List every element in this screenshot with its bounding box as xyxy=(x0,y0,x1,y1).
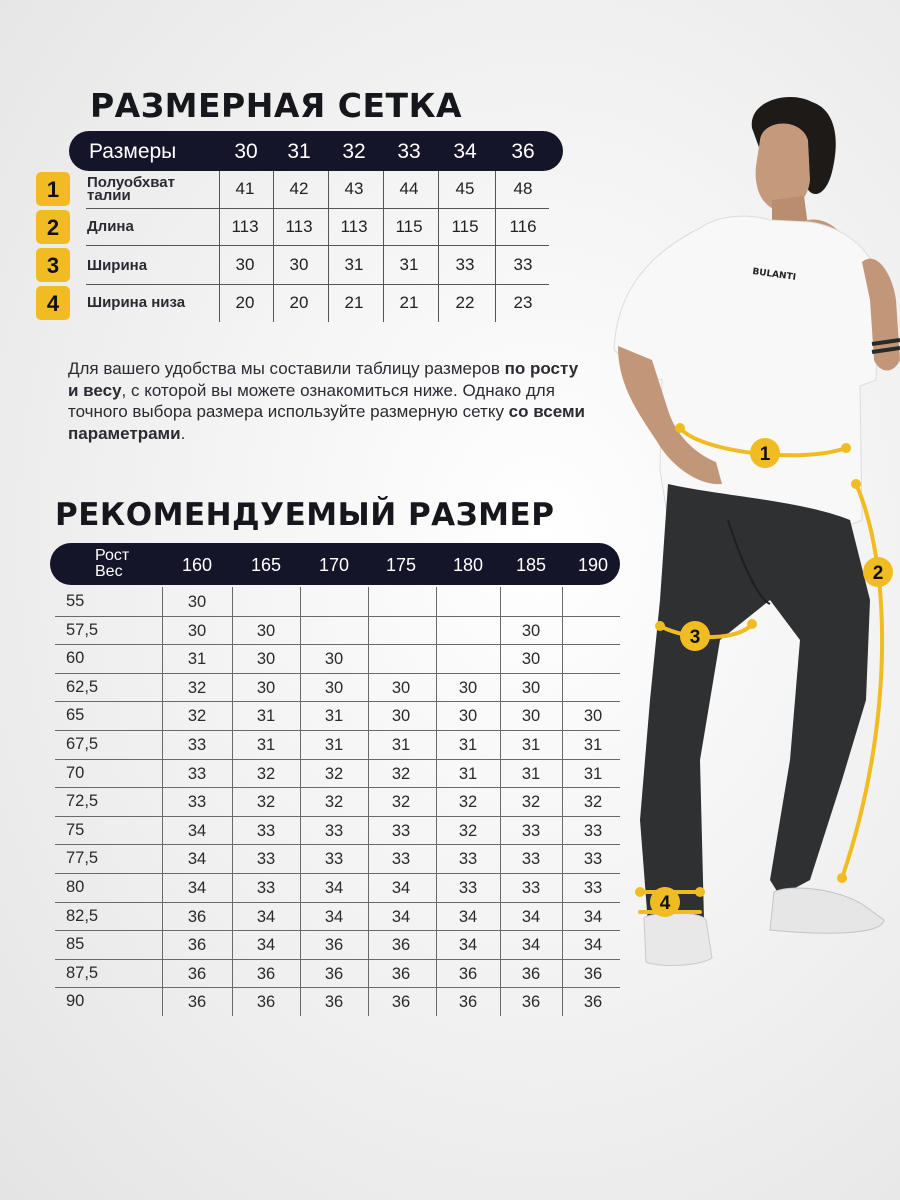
marker-badge-4: 4 xyxy=(36,286,70,320)
marker-badge-1: 1 xyxy=(36,172,70,206)
size-cell: 34 xyxy=(187,879,207,897)
size-cell xyxy=(371,644,431,672)
size-cell: 30 xyxy=(521,650,541,669)
grid-value: 41 xyxy=(235,179,255,198)
size-cell: 30 xyxy=(583,707,603,726)
size-cell: 34 xyxy=(521,936,541,955)
recommended-size-title: РЕКОМЕНДУЕМЫЙ РАЗМЕР xyxy=(55,497,555,533)
size-grid-title: РАЗМЕРНАЯ СЕТКА xyxy=(90,86,463,125)
advice-bold: по росту и весу xyxy=(68,359,579,400)
grid-value: 23 xyxy=(513,293,533,312)
size-cell: 30 xyxy=(187,593,207,611)
size-cell: 36 xyxy=(187,993,207,1012)
size-cell: 36 xyxy=(458,993,478,1012)
size-grid-row xyxy=(36,284,556,322)
grid-value: 22 xyxy=(455,293,475,312)
row-divider xyxy=(55,644,620,645)
size-cell: 36 xyxy=(521,964,541,983)
size-cell: 36 xyxy=(391,993,411,1012)
grid-value: 113 xyxy=(340,217,368,236)
size-grid-header xyxy=(69,131,563,171)
size-cell: 36 xyxy=(324,936,344,955)
size-cell: 33 xyxy=(583,821,603,840)
marker-1-label: 1 xyxy=(759,444,771,465)
row-divider xyxy=(55,873,620,874)
column-divider xyxy=(368,587,369,1016)
column-divider xyxy=(500,587,501,1016)
size-cell xyxy=(501,587,561,615)
size-cell: 36 xyxy=(583,964,603,983)
size-cell: 33 xyxy=(521,821,541,840)
size-grid-row xyxy=(36,208,556,246)
weight-cell: 57,5 xyxy=(66,620,99,639)
size-cell: 31 xyxy=(391,736,411,754)
size-cell: 36 xyxy=(256,993,276,1012)
size-cell: 32 xyxy=(256,793,276,812)
advice-part: , с которой вы можете ознакомиться ниже. Однако для точного выбора размера используйте размерную сетку xyxy=(68,380,555,421)
size-cell: 34 xyxy=(391,879,411,897)
column-divider xyxy=(162,587,163,1016)
size-cell: 31 xyxy=(458,764,478,783)
size-grid-row xyxy=(36,170,556,208)
row-divider xyxy=(55,844,620,845)
height-header-cell: 170 xyxy=(318,555,350,575)
size-cell: 31 xyxy=(583,736,603,754)
model-left-shoe xyxy=(644,913,712,965)
size-header-cell: 30 xyxy=(234,140,258,163)
grid-value: 45 xyxy=(455,179,475,198)
marker-4-label: 4 xyxy=(659,893,671,914)
size-cell: 31 xyxy=(521,736,541,754)
grid-value: 20 xyxy=(235,293,255,312)
size-cell: 34 xyxy=(458,907,478,926)
row-divider xyxy=(55,987,620,988)
size-cell: 32 xyxy=(391,793,411,812)
size-cell: 34 xyxy=(324,907,344,926)
height-header-cell: 185 xyxy=(515,555,547,575)
row-divider xyxy=(55,930,620,931)
size-cell: 32 xyxy=(256,764,276,783)
size-cell: 33 xyxy=(256,850,276,869)
row-divider xyxy=(55,673,620,674)
column-divider xyxy=(562,587,563,1016)
size-header-cell: 31 xyxy=(287,140,311,163)
weight-label: Вес xyxy=(95,563,123,580)
size-cell: 34 xyxy=(583,936,603,955)
grid-value: 113 xyxy=(285,217,313,236)
size-cell: 33 xyxy=(324,850,344,869)
height-label: Рост xyxy=(95,547,130,564)
size-header-cell: 33 xyxy=(397,140,421,163)
size-cell: 30 xyxy=(521,707,541,726)
size-cell: 32 xyxy=(458,821,478,840)
size-cell: 34 xyxy=(187,850,207,869)
row-label: Ширина низа xyxy=(87,293,186,311)
height-header-cell: 160 xyxy=(181,555,213,575)
size-cell: 32 xyxy=(391,764,411,783)
row-label: Ширина xyxy=(87,256,148,274)
size-cell: 32 xyxy=(583,793,603,812)
weight-cell: 55 xyxy=(66,592,85,610)
weight-cell: 72,5 xyxy=(66,792,99,811)
row-label: Полуобхват талии xyxy=(87,174,175,204)
row-divider xyxy=(55,816,620,817)
size-cell: 32 xyxy=(521,793,541,812)
size-cell: 34 xyxy=(458,936,478,955)
size-cell: 32 xyxy=(187,707,207,726)
height-header-cell: 175 xyxy=(385,555,417,575)
size-cell: 31 xyxy=(324,707,344,726)
size-cell: 36 xyxy=(458,964,478,983)
size-cell: 31 xyxy=(187,650,207,669)
size-cell: 36 xyxy=(391,936,411,955)
size-cell: 30 xyxy=(391,678,411,697)
weight-cell: 60 xyxy=(66,649,85,668)
size-cell xyxy=(236,587,296,615)
size-header-cell: 32 xyxy=(342,140,366,163)
size-cell xyxy=(438,587,498,615)
model-illustration xyxy=(600,90,900,990)
size-cell xyxy=(304,587,364,615)
size-cell: 32 xyxy=(324,793,344,812)
marker-2-label: 2 xyxy=(872,563,884,584)
grid-value: 33 xyxy=(513,255,533,274)
size-cell: 31 xyxy=(583,764,603,783)
size-cell: 36 xyxy=(521,993,541,1012)
grid-value: 30 xyxy=(235,255,255,274)
grid-value: 48 xyxy=(513,179,533,198)
grid-value: 31 xyxy=(344,255,364,274)
size-cell: 30 xyxy=(187,621,207,640)
grid-value: 31 xyxy=(399,255,419,274)
size-cell: 30 xyxy=(324,650,344,669)
size-cell: 33 xyxy=(256,879,276,897)
size-cell: 31 xyxy=(256,736,276,754)
height-header-cell: 165 xyxy=(250,555,282,575)
advice-part: . xyxy=(180,423,186,443)
size-cell: 34 xyxy=(521,907,541,926)
size-cell xyxy=(438,616,498,644)
weight-cell: 80 xyxy=(66,878,85,896)
weight-cell: 62,5 xyxy=(66,677,99,696)
size-cell: 36 xyxy=(583,993,603,1012)
grid-value: 116 xyxy=(509,217,537,236)
size-grid-row xyxy=(36,246,556,284)
size-cell: 30 xyxy=(324,678,344,697)
advice-part: Для вашего удобства мы составили таблицу размеров xyxy=(68,359,505,378)
size-advice-text xyxy=(68,358,588,444)
size-header-cell: 36 xyxy=(511,140,535,163)
grid-value: 21 xyxy=(399,293,419,312)
row-divider xyxy=(55,616,620,617)
size-cell: 32 xyxy=(458,793,478,812)
weight-cell: 65 xyxy=(66,706,85,725)
weight-cell: 90 xyxy=(66,992,85,1011)
size-cell: 30 xyxy=(458,678,478,697)
size-cell: 33 xyxy=(391,850,411,869)
grid-value: 115 xyxy=(395,217,423,236)
row-divider xyxy=(55,902,620,903)
size-cell: 36 xyxy=(256,964,276,983)
size-cell: 31 xyxy=(458,736,478,754)
grid-value: 20 xyxy=(289,293,309,312)
model-jeans xyxy=(640,484,870,924)
size-cell: 34 xyxy=(187,821,207,840)
size-cell xyxy=(304,616,364,644)
size-cell: 33 xyxy=(187,764,207,783)
size-cell: 34 xyxy=(256,936,276,955)
marker-badge-2: 2 xyxy=(36,210,70,244)
size-cell: 32 xyxy=(324,764,344,783)
size-cell: 33 xyxy=(458,850,478,869)
sizes-header-label: Размеры xyxy=(89,140,177,163)
size-cell: 34 xyxy=(256,907,276,926)
column-divider xyxy=(436,587,437,1016)
marker-badge-3: 3 xyxy=(36,248,70,282)
size-header-cell: 34 xyxy=(453,140,477,163)
grid-value: 115 xyxy=(451,217,479,236)
size-cell: 36 xyxy=(324,964,344,983)
size-cell: 31 xyxy=(324,736,344,754)
size-cell: 30 xyxy=(521,621,541,640)
size-cell: 33 xyxy=(521,879,541,897)
size-cell: 34 xyxy=(391,907,411,926)
grid-value: 42 xyxy=(289,179,309,198)
height-weight-corner xyxy=(95,548,129,580)
size-cell: 33 xyxy=(458,879,478,897)
size-cell: 33 xyxy=(391,821,411,840)
weight-cell: 67,5 xyxy=(66,735,99,753)
weight-cell: 75 xyxy=(66,820,85,839)
size-cell: 30 xyxy=(256,650,276,669)
size-cell: 33 xyxy=(256,821,276,840)
grid-value: 33 xyxy=(455,255,475,274)
grid-value: 113 xyxy=(231,217,259,236)
weight-cell: 85 xyxy=(66,935,85,954)
weight-cell: 70 xyxy=(66,763,85,782)
size-cell xyxy=(438,644,498,672)
grid-value: 44 xyxy=(399,179,419,198)
grid-value: 30 xyxy=(289,255,309,274)
size-cell: 33 xyxy=(583,850,603,869)
weight-cell: 82,5 xyxy=(66,906,99,925)
size-cell: 30 xyxy=(391,707,411,726)
row-divider xyxy=(55,730,620,731)
recommended-header xyxy=(50,543,620,585)
size-cell: 33 xyxy=(187,736,207,754)
height-header-cell: 180 xyxy=(452,555,484,575)
size-cell: 31 xyxy=(256,707,276,726)
height-header-cell: 190 xyxy=(577,555,609,575)
brand-print: BULANTI xyxy=(751,266,797,283)
size-cell: 33 xyxy=(187,793,207,812)
row-divider xyxy=(55,787,620,788)
size-cell xyxy=(371,587,431,615)
row-divider xyxy=(55,959,620,960)
size-cell: 36 xyxy=(187,964,207,983)
marker-3-label: 3 xyxy=(689,627,701,648)
size-cell: 36 xyxy=(324,993,344,1012)
row-label: Длина xyxy=(87,217,134,235)
weight-cell: 77,5 xyxy=(66,849,99,868)
size-cell: 30 xyxy=(521,678,541,697)
size-cell: 31 xyxy=(521,764,541,783)
grid-value: 21 xyxy=(344,293,364,312)
size-cell: 36 xyxy=(391,964,411,983)
size-cell: 30 xyxy=(458,707,478,726)
size-cell: 34 xyxy=(583,907,603,926)
size-cell: 34 xyxy=(324,879,344,897)
size-cell: 32 xyxy=(187,678,207,697)
size-cell xyxy=(371,616,431,644)
size-cell: 36 xyxy=(187,907,207,926)
row-divider xyxy=(55,701,620,702)
weight-cell: 87,5 xyxy=(66,963,99,982)
size-cell: 33 xyxy=(521,850,541,869)
size-cell: 36 xyxy=(187,936,207,955)
advice-bold: со всеми параметрами xyxy=(68,402,585,443)
row-divider xyxy=(55,759,620,760)
model-right-shoe xyxy=(770,888,884,933)
column-divider xyxy=(300,587,301,1016)
size-cell: 30 xyxy=(256,621,276,640)
size-cell: 33 xyxy=(324,821,344,840)
grid-value: 43 xyxy=(344,179,364,198)
size-cell: 33 xyxy=(583,879,603,897)
size-cell: 30 xyxy=(256,678,276,697)
column-divider xyxy=(232,587,233,1016)
